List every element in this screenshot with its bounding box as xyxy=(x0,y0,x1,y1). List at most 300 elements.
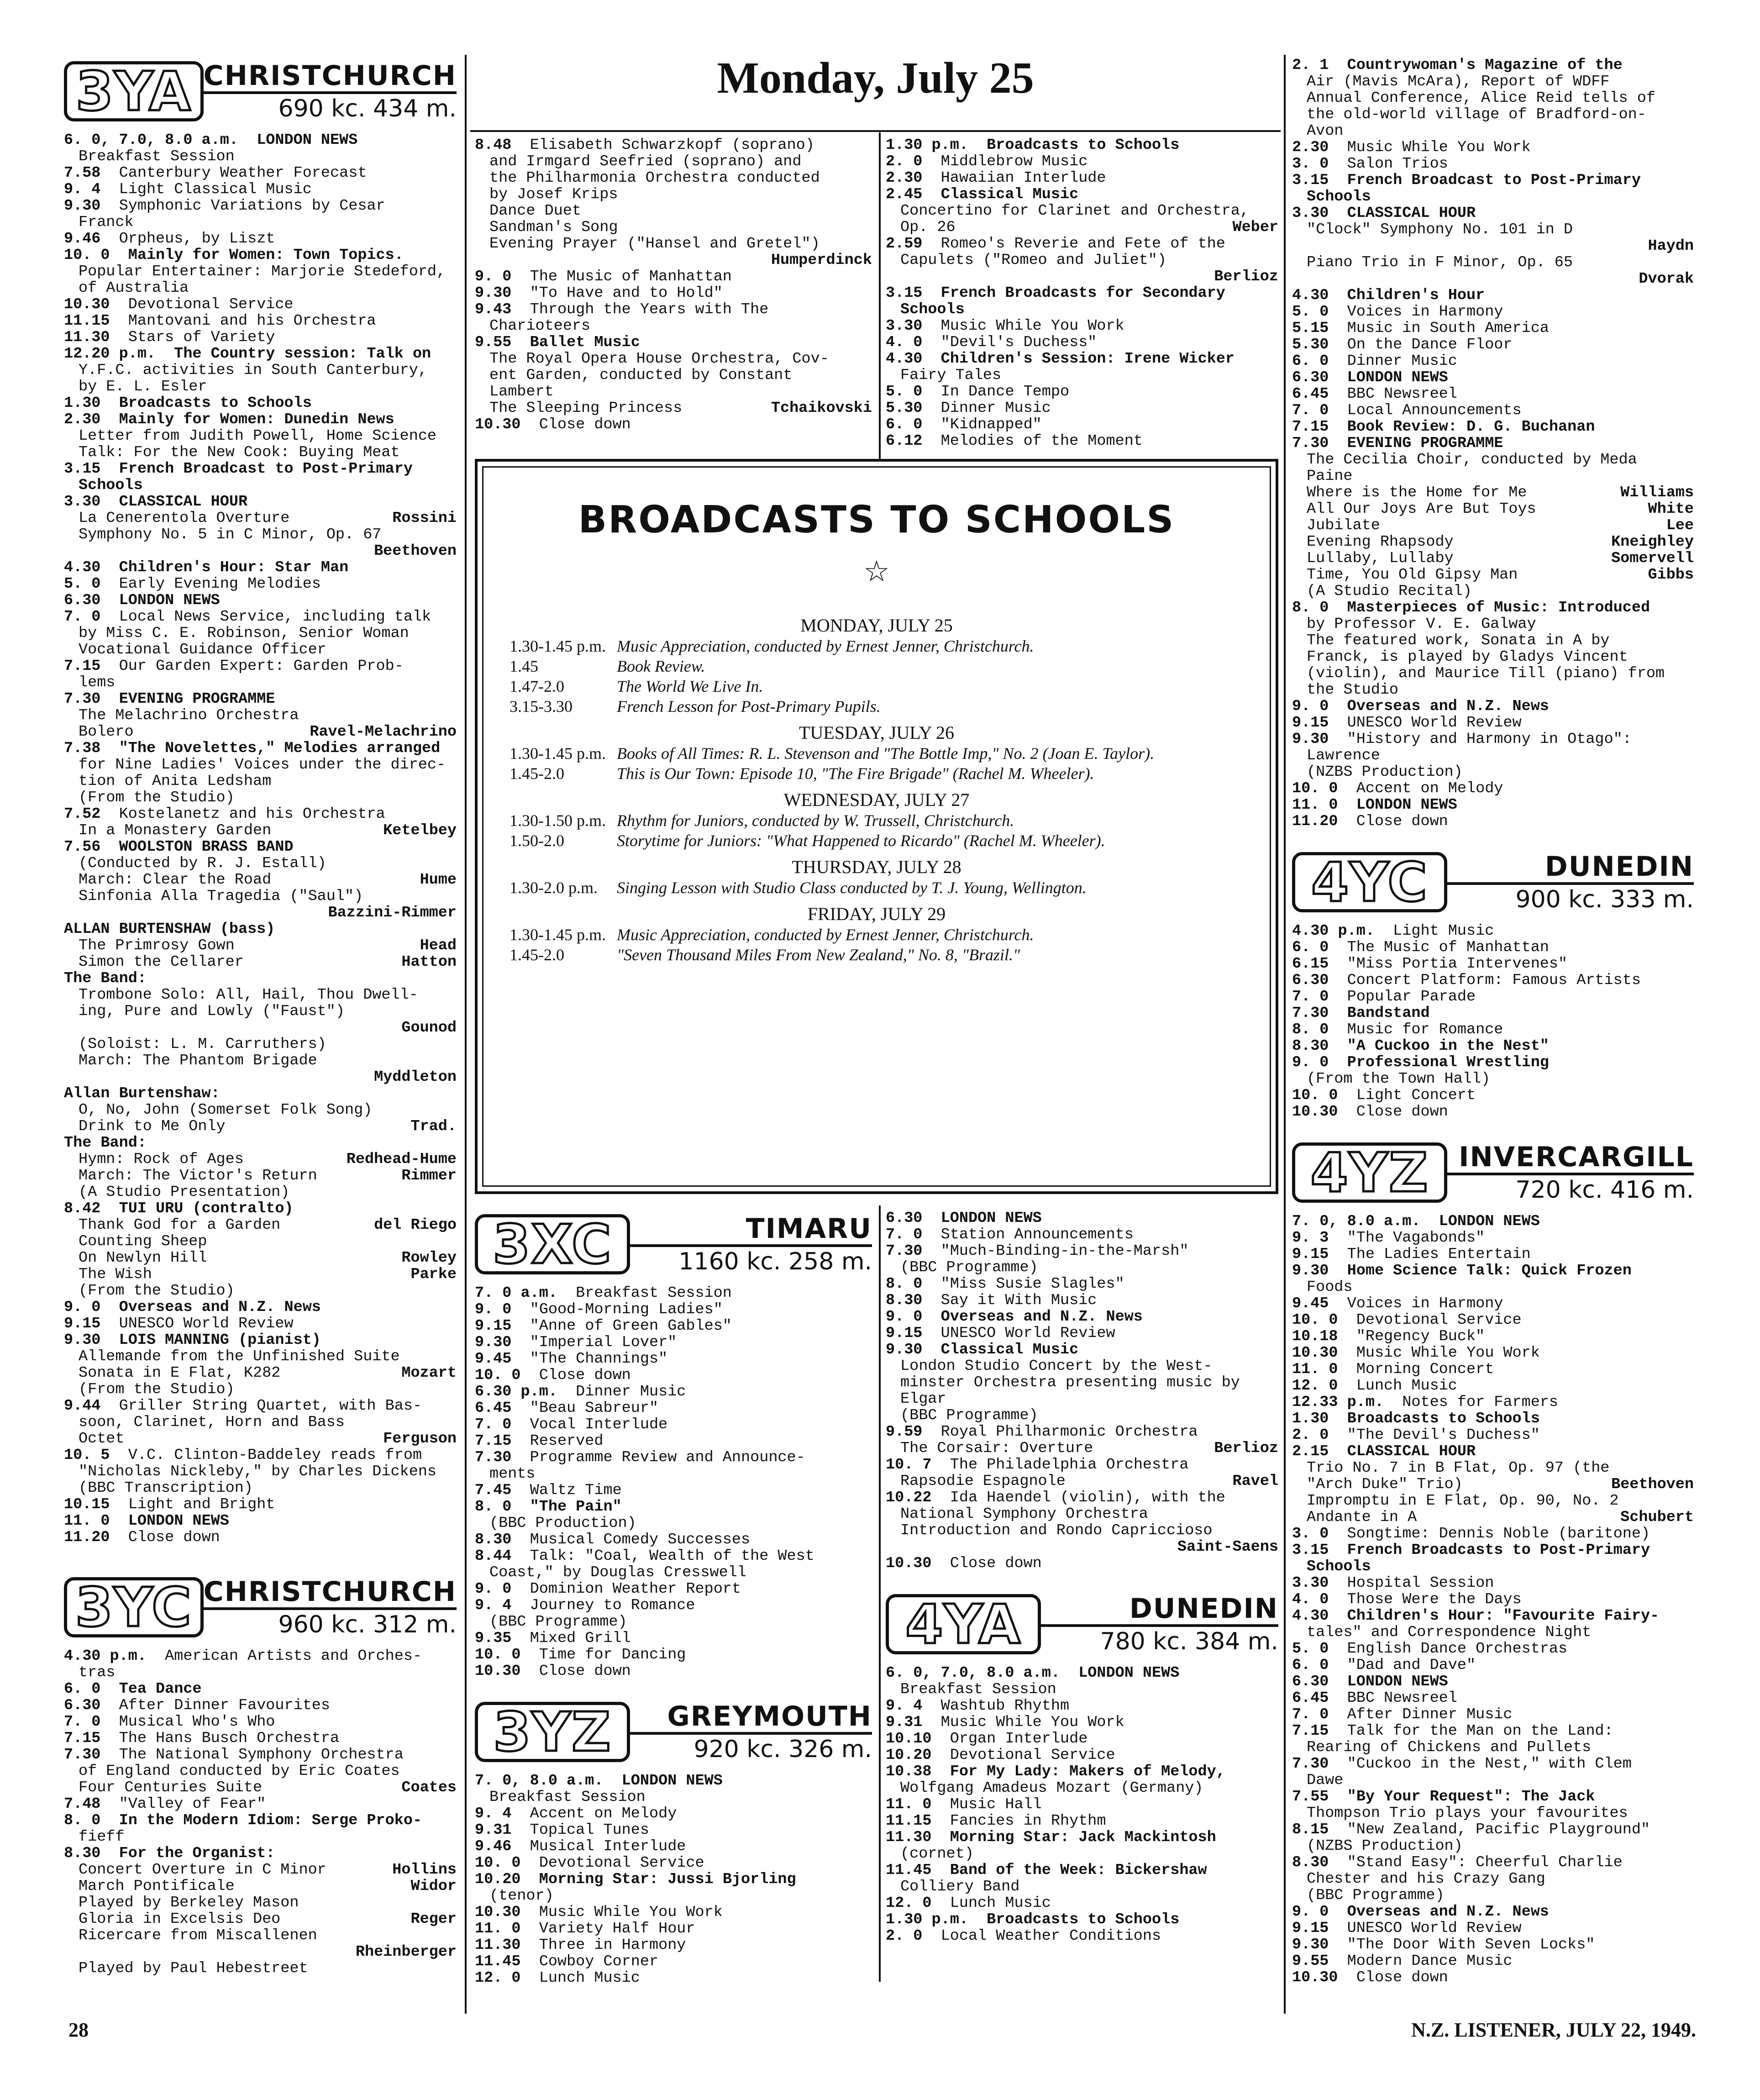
schedule-line xyxy=(886,1796,1278,1813)
schedule-line xyxy=(886,1259,1278,1276)
programme: and Irmgard Seefried (soprano) and xyxy=(489,153,802,170)
programme: (From the Town Hall) xyxy=(1307,1071,1491,1087)
schedule-3ya xyxy=(64,132,457,1546)
programme: "Miss Portia Intervenes" xyxy=(1347,956,1568,972)
composer: Williams xyxy=(1620,484,1694,501)
schedule-line xyxy=(64,888,457,905)
schedule-line xyxy=(1292,1591,1694,1608)
programme: Voices in Harmony xyxy=(1347,1295,1503,1312)
time: 9. 4 xyxy=(64,181,101,198)
time: 11.45 xyxy=(475,1953,521,1970)
time: 8. 0 xyxy=(64,1812,101,1829)
schedule-line xyxy=(1292,1838,1694,1854)
programme: Simon the Cellarer xyxy=(79,954,244,970)
programme: Local News Service, including talk xyxy=(119,609,431,625)
programme: Music Hall xyxy=(950,1796,1042,1813)
time: 11. 0 xyxy=(64,1513,110,1529)
programme: Tea Dance xyxy=(119,1681,202,1697)
time: 2.30 xyxy=(1292,139,1329,156)
programme: The Primrosy Gown xyxy=(79,937,235,954)
programme: (Conducted by R. J. Estall) xyxy=(79,855,326,872)
schedule-line xyxy=(886,1391,1278,1407)
programme: March: The Victor's Return xyxy=(79,1168,317,1184)
schedule-line xyxy=(1292,1038,1694,1054)
time: 10. 7 xyxy=(886,1457,932,1473)
schedule-line xyxy=(64,1697,457,1714)
programme xyxy=(79,905,328,921)
time: 5. 0 xyxy=(64,576,101,592)
schedule-line xyxy=(1292,550,1694,567)
programme: lems xyxy=(79,674,116,691)
programme: Sandman's Song xyxy=(489,219,618,236)
composer: White xyxy=(1648,501,1694,517)
time: 11.30 xyxy=(475,1937,521,1953)
programme: Schools xyxy=(1307,1558,1371,1575)
composer: Reger xyxy=(410,1911,457,1927)
time: 5.15 xyxy=(1292,320,1329,337)
time: 9.35 xyxy=(475,1630,512,1647)
programme: tion of Anita Ledsham xyxy=(79,773,272,789)
programme: fieff xyxy=(79,1829,125,1845)
programme: soon, Clarinet, Horn and Bass xyxy=(79,1414,345,1431)
programme: Broadcasts to Schools xyxy=(987,137,1180,153)
time: 12.33 p.m. xyxy=(1292,1394,1384,1411)
schedule-line xyxy=(1292,698,1694,715)
programme: Devotional Service xyxy=(128,296,294,313)
schedule-line xyxy=(475,186,872,203)
time: 4.30 xyxy=(64,559,101,576)
schedule-line xyxy=(64,494,457,510)
programme: "Much-Binding-in-the-Marsh" xyxy=(940,1243,1189,1259)
composer: Coates xyxy=(401,1779,457,1796)
station-frequency: 920 kc. 326 m. xyxy=(693,1736,872,1763)
programme: Impromptu in E Flat, Op. 90, No. 2 xyxy=(1307,1493,1619,1509)
schedule-line xyxy=(1292,1542,1694,1558)
programme: In Dance Tempo xyxy=(940,384,1070,400)
programme: Notes for Farmers xyxy=(1402,1394,1559,1411)
schools-description: "Seven Thousand Miles From New Zealand," No. 8, "Brazil." xyxy=(617,946,1020,964)
programme: Accent on Melody xyxy=(1356,780,1503,797)
programme: Schools xyxy=(1307,189,1371,205)
programme xyxy=(79,543,374,559)
schedule-line xyxy=(475,1384,872,1400)
schedule-line xyxy=(64,1513,457,1529)
schedule-line xyxy=(475,170,872,186)
programme: Evening Rhapsody xyxy=(1307,534,1454,550)
schedule-line xyxy=(64,263,457,280)
schedule-line xyxy=(886,1747,1278,1763)
programme: Thompson Trio plays your favourites xyxy=(1307,1805,1628,1821)
composer: Ferguson xyxy=(383,1431,457,1447)
programme: The Royal Opera House Orchestra, Cov- xyxy=(489,351,829,367)
programme: Popular Parade xyxy=(1347,989,1476,1005)
time: 5. 0 xyxy=(1292,1641,1329,1657)
programme: Station Announcements xyxy=(940,1226,1134,1243)
page-number: 28 xyxy=(68,2019,89,2041)
schedule-line xyxy=(64,1730,457,1747)
schedule-line xyxy=(1292,287,1694,304)
time: 7. 0, 8.0 a.m. xyxy=(1292,1213,1421,1230)
time: 8. 0 xyxy=(886,1276,923,1292)
schedule-line xyxy=(1292,90,1694,106)
schedule-line xyxy=(1292,419,1694,435)
schedule-line xyxy=(1292,682,1694,698)
programme: Symphonic Variations by Cesar xyxy=(119,198,385,214)
programme: "Arch Duke" Trio) xyxy=(1307,1476,1463,1493)
time: 4.30 p.m. xyxy=(1292,923,1375,939)
programme: (BBC Production) xyxy=(489,1515,636,1532)
time: 6. 0 xyxy=(64,1681,101,1697)
time: 9. 3 xyxy=(1292,1230,1329,1246)
programme: The Melachrino Orchestra xyxy=(79,707,299,724)
schedule-line xyxy=(1292,1690,1694,1706)
schedule-line xyxy=(886,1325,1278,1342)
schedule-line xyxy=(64,970,457,987)
schedule-line xyxy=(1292,1509,1694,1526)
schedule-line xyxy=(64,707,457,724)
schedule-line xyxy=(886,1489,1278,1506)
programme: The Hans Busch Orchestra xyxy=(119,1730,340,1747)
schools-item xyxy=(510,763,1244,784)
composer: Hatton xyxy=(401,954,457,970)
schedule-line xyxy=(64,526,457,543)
programme: Avon xyxy=(1307,123,1344,139)
programme: (Soloist: L. M. Carruthers) xyxy=(79,1036,326,1053)
schools-description: This is Our Town: Episode 10, "The Fire Brigade" (Rachel M. Wheeler). xyxy=(617,764,1094,783)
schedule-line xyxy=(1292,923,1694,939)
schedule-line xyxy=(1292,534,1694,550)
composer: Ketelbey xyxy=(383,822,457,839)
schedule-line xyxy=(886,137,1278,153)
schools-title: BROADCASTS TO SCHOOLS xyxy=(578,498,1175,542)
schools-time: 1.50-2.0 xyxy=(510,832,564,850)
programme: Overseas and N.Z. News xyxy=(940,1309,1143,1325)
time: 6. 0 xyxy=(1292,1657,1329,1674)
programme: EVENING PROGRAMME xyxy=(119,691,275,707)
programme: Close down xyxy=(950,1555,1042,1572)
time: 6.30 xyxy=(1292,369,1329,386)
programme: Local Weather Conditions xyxy=(940,1928,1161,1944)
schedule-line xyxy=(64,954,457,970)
station-logo: 4YZ xyxy=(1292,1142,1447,1203)
time: 7.58 xyxy=(64,165,101,181)
schedule-line xyxy=(475,384,872,400)
schools-item xyxy=(510,811,1244,831)
schedule-line xyxy=(1292,1739,1694,1756)
programme: On the Dance Floor xyxy=(1347,337,1513,353)
programme: Time for Dancing xyxy=(539,1647,686,1663)
time: 11.20 xyxy=(1292,813,1338,830)
time: 4.30 p.m. xyxy=(64,1648,147,1664)
schedule-line xyxy=(64,1332,457,1348)
composer: Tchaikovski xyxy=(771,400,872,416)
schedule-line xyxy=(1292,1411,1694,1427)
schedule-line xyxy=(1292,468,1694,484)
time: 9.30 xyxy=(64,1332,101,1348)
schedule-line xyxy=(1292,1920,1694,1937)
schedule-line xyxy=(64,1431,457,1447)
schedule-line xyxy=(475,400,872,416)
schedule-line xyxy=(64,165,457,181)
schedule-line xyxy=(64,1747,457,1763)
schedule-line xyxy=(64,247,457,263)
programme: Lunch Music xyxy=(950,1895,1051,1911)
schedule-line xyxy=(1292,1005,1694,1021)
programme: Close down xyxy=(1356,1104,1448,1120)
time: 9.30 xyxy=(886,1342,923,1358)
programme: "Cuckoo in the Nest," with Clem xyxy=(1347,1756,1632,1772)
schedule-line xyxy=(886,1928,1278,1944)
programme: "Anne of Green Gables" xyxy=(530,1318,732,1334)
time: 8.30 xyxy=(1292,1854,1329,1871)
date-heading: Monday, July 25 xyxy=(717,53,1034,103)
time: 12. 0 xyxy=(1292,1378,1338,1394)
programme: Schools xyxy=(79,477,143,494)
schedule-line xyxy=(1292,956,1694,972)
schedule-line xyxy=(886,1276,1278,1292)
schedule-4ya-continued xyxy=(1292,57,1694,830)
time: 10.30 xyxy=(886,1555,932,1572)
time: 10.30 xyxy=(1292,1345,1338,1361)
schedule-line xyxy=(64,1020,457,1036)
schedule-line xyxy=(886,1210,1278,1226)
time: 6.45 xyxy=(1292,1690,1329,1706)
schedule-line xyxy=(475,1301,872,1318)
schedule-line xyxy=(475,1351,872,1367)
schedule-line xyxy=(886,384,1278,400)
schedule-line xyxy=(475,203,872,219)
station-logo: 3YC xyxy=(64,1577,204,1637)
schedule-line xyxy=(1292,189,1694,205)
schedule-line xyxy=(64,1714,457,1730)
programme: Rapsodie Espagnole xyxy=(900,1473,1066,1489)
schedule-line xyxy=(1292,1104,1694,1120)
programme: "A Cuckoo in the Nest" xyxy=(1347,1038,1549,1054)
schedule-line xyxy=(886,1555,1278,1572)
schedule-line xyxy=(1292,1071,1694,1087)
schedule-line xyxy=(1292,1821,1694,1838)
composer: Parke xyxy=(410,1266,457,1283)
schedule-line xyxy=(1292,1641,1694,1657)
programme: Dawe xyxy=(1307,1772,1344,1789)
schedule-line xyxy=(1292,452,1694,468)
schedule-line xyxy=(886,1374,1278,1391)
programme: Musical Comedy Successes xyxy=(530,1532,751,1548)
programme: Concertino for Clarinet and Orchestra, xyxy=(900,203,1249,219)
time: 3.15 xyxy=(64,461,101,477)
schedule-line xyxy=(886,1813,1278,1829)
time: 8.30 xyxy=(1292,1038,1329,1054)
programme: Devotional Service xyxy=(950,1747,1115,1763)
programme: For My Lady: Makers of Melody, xyxy=(950,1763,1225,1780)
schedule-line xyxy=(886,203,1278,219)
time: 2. 0 xyxy=(1292,1427,1329,1443)
schools-day: MONDAY, JULY 25 xyxy=(800,615,953,636)
schedule-line xyxy=(64,1217,457,1233)
schedule-line xyxy=(1292,1887,1694,1904)
schedule-line xyxy=(64,148,457,165)
programme: Masterpieces of Music: Introduced xyxy=(1347,600,1650,616)
time: 7.15 xyxy=(1292,1723,1329,1739)
programme: Book Review: D. G. Buchanan xyxy=(1347,419,1595,435)
schedule-line xyxy=(886,268,1278,285)
schedule-line xyxy=(475,1855,872,1871)
composer: Schubert xyxy=(1620,1509,1694,1526)
schedule-line xyxy=(1292,1706,1694,1723)
schedule-line xyxy=(886,1342,1278,1358)
programme: Where is the Home for Me xyxy=(1307,484,1527,501)
programme: Hospital Session xyxy=(1347,1575,1494,1591)
programme: Music While You Work xyxy=(940,1714,1124,1731)
schedule-line xyxy=(64,428,457,444)
time: 9.46 xyxy=(64,231,101,247)
programme: "The Vagabonds" xyxy=(1347,1230,1485,1246)
time: 6.30 xyxy=(1292,1674,1329,1690)
schedule-line xyxy=(1292,1493,1694,1509)
time: 6. 0 xyxy=(1292,939,1329,956)
schedule-line xyxy=(886,186,1278,203)
programme: Mixed Grill xyxy=(530,1630,631,1647)
time: 6.45 xyxy=(475,1400,512,1416)
schedule-line xyxy=(1292,1394,1694,1411)
schedule-line xyxy=(64,1878,457,1895)
schedule-line xyxy=(64,444,457,461)
programme: American Artists and Orches- xyxy=(165,1648,422,1664)
programme: Evening Prayer ("Hansel and Gretel") xyxy=(489,236,820,252)
programme: of England conducted by Eric Coates xyxy=(79,1763,400,1779)
programme: Annual Conference, Alice Reid tells of xyxy=(1307,90,1655,106)
programme: Mainly for Women: Dunedin News xyxy=(119,411,394,428)
time: 1.30 xyxy=(1292,1411,1329,1427)
time: 7.30 xyxy=(886,1243,923,1259)
date-rule xyxy=(470,130,1281,132)
schools-time: 1.30-1.45 p.m. xyxy=(510,637,606,655)
schedule-line xyxy=(475,1367,872,1384)
time: 4.30 xyxy=(1292,287,1329,304)
programme: Foods xyxy=(1307,1279,1353,1295)
programme: French Broadcasts for Secondary xyxy=(940,285,1225,301)
programme: the Philharmonia Orchestra conducted xyxy=(489,170,820,186)
schedule-line xyxy=(1292,813,1694,830)
programme: "Nicholas Nickleby," by Charles Dickens xyxy=(79,1463,437,1480)
time: 7.56 xyxy=(64,839,101,855)
programme: ent Garden, conducted by Constant xyxy=(489,367,793,384)
programme: "Kidnapped" xyxy=(940,416,1042,433)
schedule-line xyxy=(475,318,872,334)
schedule-line xyxy=(886,252,1278,268)
station-city: DUNEDIN xyxy=(1447,853,1694,885)
schedule-line xyxy=(64,658,457,674)
time: 6.30 p.m. xyxy=(475,1384,557,1400)
time: 10.30 xyxy=(64,296,110,313)
schools-time: 1.47-2.0 xyxy=(510,677,564,695)
programme: "Beau Sabreur" xyxy=(530,1400,659,1416)
schools-time: 1.30-1.45 p.m. xyxy=(510,744,606,763)
schools-time: 1.45 xyxy=(510,657,538,675)
schedule-line xyxy=(64,1398,457,1414)
composer: Haydn xyxy=(1648,238,1694,254)
schedule-3xc-evening xyxy=(886,1210,1278,1572)
time: 10. 0 xyxy=(1292,1312,1338,1328)
programme: Children's Hour: Star Man xyxy=(119,559,349,576)
time: 7.15 xyxy=(475,1433,512,1449)
programme: Dinner Music xyxy=(1347,353,1457,369)
programme: UNESCO World Review xyxy=(1347,1920,1522,1937)
schedule-line xyxy=(1292,74,1694,90)
time: 9.44 xyxy=(64,1398,101,1414)
schedule-line xyxy=(64,1118,457,1135)
schedule-line xyxy=(1292,972,1694,989)
programme: Ricercare from Miscallenen xyxy=(79,1927,317,1944)
composer: Ravel xyxy=(1232,1473,1278,1489)
programme: Overseas and N.Z. News xyxy=(119,1299,321,1316)
schedule-line xyxy=(1292,369,1694,386)
time: 8.30 xyxy=(886,1292,923,1309)
schedule-line xyxy=(475,1614,872,1630)
schedule-line xyxy=(64,198,457,214)
time: 9.15 xyxy=(475,1318,512,1334)
station-logo: 4YC xyxy=(1292,852,1447,912)
schedule-line xyxy=(64,1365,457,1381)
schedule-line xyxy=(886,285,1278,301)
schools-day: FRIDAY, JULY 29 xyxy=(807,904,946,924)
programme: Light Concert xyxy=(1356,1087,1476,1104)
programme: Devotional Service xyxy=(539,1855,704,1871)
station-city: DUNEDIN xyxy=(1041,1595,1278,1627)
programme: "By Your Request": The Jack xyxy=(1347,1789,1595,1805)
composer: Redhead-Hume xyxy=(346,1151,457,1168)
programme: CLASSICAL HOUR xyxy=(119,494,248,510)
schedule-line xyxy=(1292,1969,1694,1986)
time: 5. 0 xyxy=(886,384,923,400)
programme: Lambert xyxy=(489,384,554,400)
programme: The Music of Manhattan xyxy=(530,268,732,285)
programme: LONDON NEWS xyxy=(1439,1213,1540,1230)
schedule-line xyxy=(64,1944,457,1960)
column-rule-2 xyxy=(879,132,881,461)
schedule-line xyxy=(886,1522,1278,1539)
composer: Beethoven xyxy=(374,543,457,559)
composer: Trad. xyxy=(410,1118,457,1135)
schedule-line xyxy=(64,987,457,1003)
schedule-line xyxy=(1292,989,1694,1005)
programme: for Nine Ladies' Voices under the direc- xyxy=(79,757,446,773)
programme: Op. 26 xyxy=(900,219,956,236)
programme: Gloria in Excelsis Deo xyxy=(79,1911,281,1927)
programme: "Clock" Symphony No. 101 in D xyxy=(1307,221,1573,238)
schedule-line xyxy=(1292,1279,1694,1295)
time: 7.38 xyxy=(64,740,101,757)
schedule-line xyxy=(64,839,457,855)
programme: The Philadelphia Orchestra xyxy=(950,1457,1189,1473)
programme: Music While You Work xyxy=(1347,139,1531,156)
schools-item xyxy=(510,945,1244,965)
schedule-line xyxy=(1292,1756,1694,1772)
schedule-line xyxy=(64,1102,457,1118)
programme: (BBC Programme) xyxy=(900,1407,1038,1424)
time: 7.30 xyxy=(1292,1005,1329,1021)
programme: V.C. Clinton-Baddeley reads from xyxy=(128,1447,422,1463)
schedule-line xyxy=(1292,1263,1694,1279)
programme: Broadcasts to Schools xyxy=(1347,1411,1540,1427)
time: 4.30 xyxy=(1292,1608,1329,1624)
schedule-line xyxy=(1292,1937,1694,1953)
station-frequency: 900 kc. 333 m. xyxy=(1515,886,1694,913)
programme: (cornet) xyxy=(900,1846,974,1862)
schools-item xyxy=(510,636,1244,656)
programme: Melodies of the Moment xyxy=(940,433,1143,449)
schedule-line xyxy=(886,351,1278,367)
